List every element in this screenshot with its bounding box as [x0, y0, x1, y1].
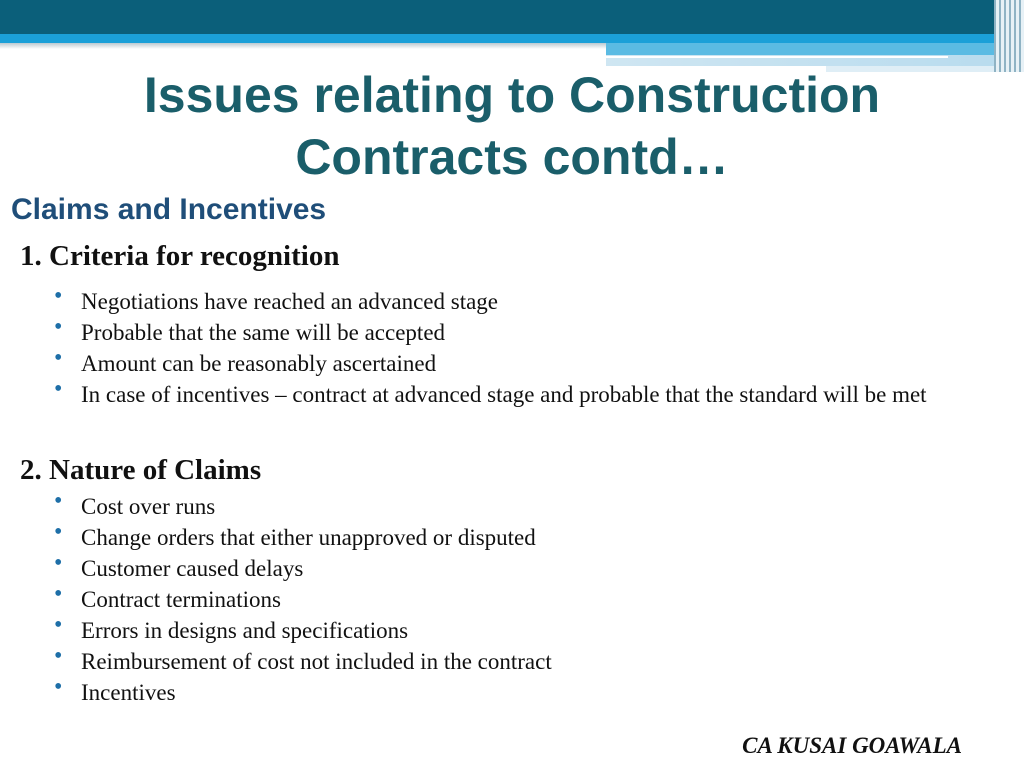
list-item: • Amount can be reasonably ascertained [54, 345, 437, 376]
bullet-icon: • [54, 283, 63, 309]
list-item: • Errors in designs and specifications [54, 612, 409, 643]
slide-title [0, 64, 1024, 188]
slide-title-line-1: Issues relating to Construction [143, 67, 881, 123]
list-item: • Customer caused delays [54, 550, 304, 581]
bullet-icon: • [54, 581, 63, 607]
bullet-icon: • [54, 488, 63, 514]
list-item: • Cost over runs [54, 488, 216, 519]
list-item: • Change orders that either unapproved or disputed [54, 519, 536, 550]
section-heading-criteria: 1. Criteria for recognition [20, 240, 340, 272]
slide-subtitle: Claims and Incentives [11, 193, 327, 226]
criteria-bullet-list [50, 283, 990, 411]
bullet-icon: • [54, 376, 63, 402]
bullet-icon: • [54, 519, 63, 545]
slide-title-line-2: Contracts contd… [295, 129, 729, 185]
bullet-icon: • [54, 345, 63, 371]
author-footer: CA KUSAI GOAWALA [742, 733, 962, 758]
header-band-dark [0, 0, 1024, 34]
list-item: • Negotiations have reached an advanced stage [54, 283, 498, 314]
list-item: • Probable that the same will be accepted [54, 314, 446, 345]
bullet-icon: • [54, 643, 63, 669]
list-item: • Incentives [54, 674, 176, 705]
header-white-rule [606, 56, 948, 58]
bullet-icon: • [54, 314, 63, 340]
list-item: • In case of incentives – contract at advanced stage and probable that the standard will be met [54, 376, 927, 407]
section-heading-nature-of-claims: 2. Nature of Claims [20, 454, 262, 486]
bullet-icon: • [54, 550, 63, 576]
bullet-icon: • [54, 612, 63, 638]
claims-bullet-list [50, 488, 990, 709]
header-band-light [0, 34, 1024, 43]
bullet-icon: • [54, 674, 63, 700]
list-item: • Reimbursement of cost not included in the contract [54, 643, 552, 674]
list-item: • Contract terminations [54, 581, 281, 612]
header-band-accent [606, 43, 1024, 55]
header-stripes [994, 0, 1024, 72]
